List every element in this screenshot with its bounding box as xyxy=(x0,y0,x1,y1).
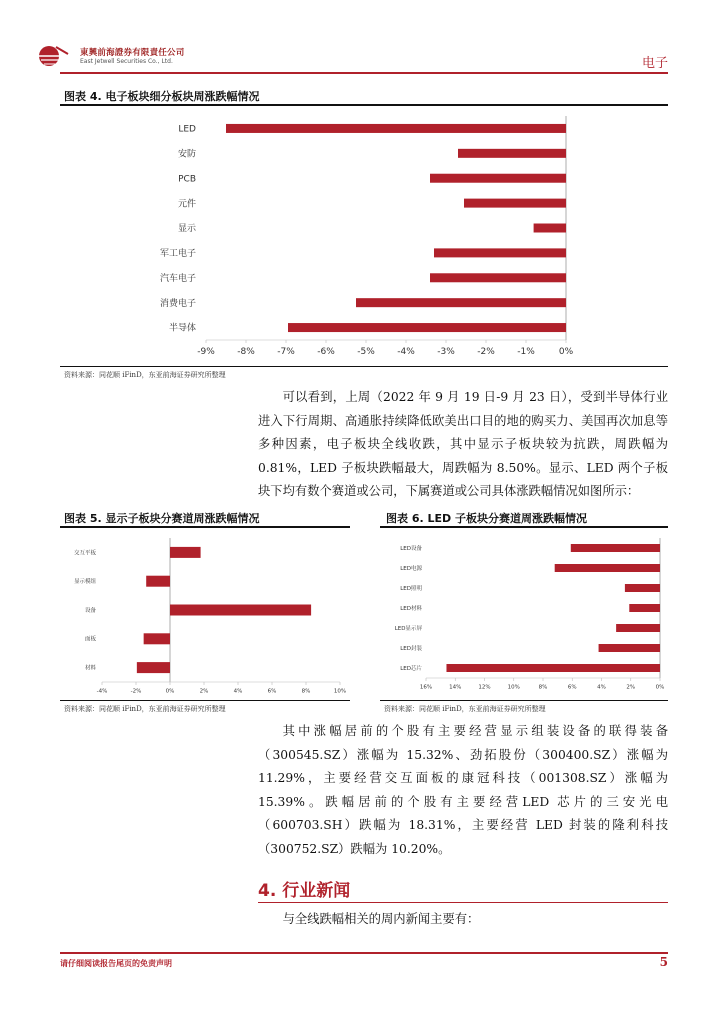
chart1-tick-label-7: 10% xyxy=(333,688,347,695)
chart0-category-label-8: 半导体 xyxy=(168,323,196,334)
chart2-category-label-5: LED封装 xyxy=(400,645,422,652)
chart1-tick-label-0: -4% xyxy=(96,688,108,695)
chart0-tick-label-6: -3% xyxy=(437,347,455,357)
chart1-category-label-3: 面板 xyxy=(84,636,96,643)
figure6-title: 图表 6. LED 子板块分赛道周涨跌幅情况 xyxy=(386,512,587,525)
body-paragraph-2 xyxy=(258,720,668,862)
chart1-category-label-1: 显示模组 xyxy=(73,579,96,586)
chart2-tick-label-8: 0% xyxy=(655,684,665,691)
chart2-bar-3 xyxy=(629,604,660,612)
chart2-bar-2 xyxy=(625,584,660,592)
chart2-tick-label-0: 16% xyxy=(419,684,433,691)
page-number: 5 xyxy=(659,955,668,969)
chart0-bar-0 xyxy=(226,124,566,133)
chart1-bar-3 xyxy=(144,633,170,644)
chart0-tick-label-2: -7% xyxy=(277,347,295,357)
chart1-tick-label-1: -2% xyxy=(130,688,142,695)
chart0-bar-2 xyxy=(430,174,566,183)
figure5-source: 资料来源：同花顺 iFinD，东亚前海证券研究所整理 xyxy=(64,705,226,713)
paragraph-3-text: 与全线跌幅相关的周内新闻主要有： xyxy=(282,912,480,926)
chart0-tick-label-8: -1% xyxy=(517,347,535,357)
figure4-source-rule xyxy=(60,366,668,367)
chart2-bar-0 xyxy=(571,544,660,552)
section-title-rule xyxy=(258,902,668,903)
section-label: 电子 xyxy=(641,56,668,71)
chart0-bar-1 xyxy=(458,149,566,158)
figure4-chart xyxy=(60,108,668,364)
chart0-category-label-0: LED xyxy=(178,124,196,135)
company-logo-icon xyxy=(36,44,70,70)
chart2-category-label-6: LED芯片 xyxy=(400,665,422,672)
body-paragraph-1 xyxy=(258,386,668,504)
chart0-category-label-6: 汽车电子 xyxy=(159,273,196,284)
chart2-tick-label-2: 12% xyxy=(478,684,491,691)
chart1-bar-4 xyxy=(137,662,170,673)
chart1-tick-label-2: 0% xyxy=(165,688,175,695)
company-name-en: East Jetwell Securities Co., Ltd. xyxy=(80,58,173,65)
chart0-bar-6 xyxy=(430,273,566,282)
body-paragraph-3 xyxy=(258,908,668,932)
chart2-bar-1 xyxy=(555,564,660,572)
chart0-category-label-4: 显示 xyxy=(177,224,196,235)
figure5-chart xyxy=(60,532,350,698)
chart2-category-label-3: LED材料 xyxy=(400,605,422,612)
chart2-bar-5 xyxy=(599,644,660,652)
figure5-caption-rule xyxy=(60,526,350,528)
figure4-title: 图表 4. 电子板块细分板块周涨跌幅情况 xyxy=(64,90,260,103)
chart2-tick-label-5: 6% xyxy=(567,684,577,691)
section-title: 4. 行业新闻 xyxy=(258,881,351,901)
chart2-bar-4 xyxy=(616,624,660,632)
header-rule xyxy=(60,72,668,74)
chart1-bar-2 xyxy=(170,605,311,616)
chart1-bar-1 xyxy=(146,576,170,587)
chart0-category-label-5: 军工电子 xyxy=(159,249,196,260)
chart0-tick-label-9: 0% xyxy=(558,347,574,357)
chart0-tick-label-0: -9% xyxy=(197,347,215,357)
chart0-tick-label-4: -5% xyxy=(357,347,375,357)
chart1-tick-label-5: 6% xyxy=(267,688,277,695)
chart2-tick-label-1: 14% xyxy=(449,684,462,691)
chart2-category-label-1: LED电源 xyxy=(400,565,422,572)
chart1-category-label-0: 交互平板 xyxy=(73,550,96,557)
chart0-tick-label-7: -2% xyxy=(477,347,495,357)
figure5-title: 图表 5. 显示子板块分赛道周涨跌幅情况 xyxy=(64,512,260,525)
figure4-caption-rule xyxy=(60,104,668,106)
chart1-bar-0 xyxy=(170,547,201,558)
chart2-tick-label-6: 4% xyxy=(597,684,606,691)
company-name-cn: 東興前海證券有限責任公司 xyxy=(80,48,185,58)
chart0-bar-5 xyxy=(434,248,566,257)
figure5-source-rule xyxy=(60,700,350,701)
chart2-tick-label-4: 8% xyxy=(538,684,548,691)
chart1-category-label-2: 设备 xyxy=(84,607,96,614)
chart2-category-label-2: LED照明 xyxy=(400,585,422,592)
chart0-category-label-3: 元件 xyxy=(177,199,196,210)
chart0-category-label-1: 安防 xyxy=(177,149,196,160)
chart1-tick-label-3: 2% xyxy=(199,688,209,695)
chart2-tick-label-3: 10% xyxy=(507,684,520,691)
chart2-tick-label-7: 2% xyxy=(626,684,636,691)
chart1-tick-label-6: 8% xyxy=(301,688,311,695)
paragraph-1-text: 可以看到，上周（2022 年 9 月 19 日-9 月 23 日），受到半导体行业进入下行周期、高通胀持续降低欧美出口目的地的购买力、美国再次加息等多种因素，电子板块全线收跌，其中显示子板块较为抗跌，周跌幅为 0.81%，LED 子板块跌幅最大，周跌幅为 8.50%。显示、LED 两个子板块下均有数个赛道或公司，下属赛道或公司具体涨跌幅情况如图所示： xyxy=(258,390,668,499)
paragraph-2-text: 其中涨幅居前的个股有主要经营显示组装设备的联得装备（300545.SZ）涨幅为 15.32%、劲拓股份（300400.SZ）涨幅为 11.29%，主要经营交互面板的康冠科技（001308.SZ）涨幅为 15.39%。跌幅居前的个股有主要经营LED 芯片的三安光电（600703.SH）跌幅为 18.31%，主要经营 LED 封装的隆利科技（300752.SZ）跌幅为 10.20%。 xyxy=(258,724,668,856)
chart0-tick-label-5: -4% xyxy=(397,347,415,357)
chart0-bar-4 xyxy=(534,224,566,233)
figure4-source: 资料来源：同花顺 iFinD，东亚前海证券研究所整理 xyxy=(64,371,226,379)
disclaimer-note: 请仔细阅读报告尾页的免责声明 xyxy=(60,959,172,968)
footer-rule xyxy=(60,952,668,954)
chart2-category-label-0: LED设备 xyxy=(400,545,422,552)
chart0-category-label-2: PCB xyxy=(178,174,196,185)
chart2-bar-6 xyxy=(446,664,660,672)
chart1-category-label-4: 材料 xyxy=(84,665,96,672)
figure6-source: 资料来源：同花顺 iFinD，东亚前海证券研究所整理 xyxy=(384,705,546,713)
chart2-category-label-4: LED显示屏 xyxy=(394,625,422,632)
figure6-caption-rule xyxy=(380,526,668,528)
chart0-category-label-7: 消费电子 xyxy=(159,298,196,309)
chart0-bar-7 xyxy=(356,298,566,307)
figure6-chart xyxy=(380,532,668,698)
chart0-bar-8 xyxy=(288,323,566,332)
chart0-bar-3 xyxy=(464,199,566,208)
chart0-tick-label-1: -8% xyxy=(237,347,255,357)
chart0-tick-label-3: -6% xyxy=(317,347,335,357)
chart1-tick-label-4: 4% xyxy=(233,688,243,695)
figure6-source-rule xyxy=(380,700,668,701)
